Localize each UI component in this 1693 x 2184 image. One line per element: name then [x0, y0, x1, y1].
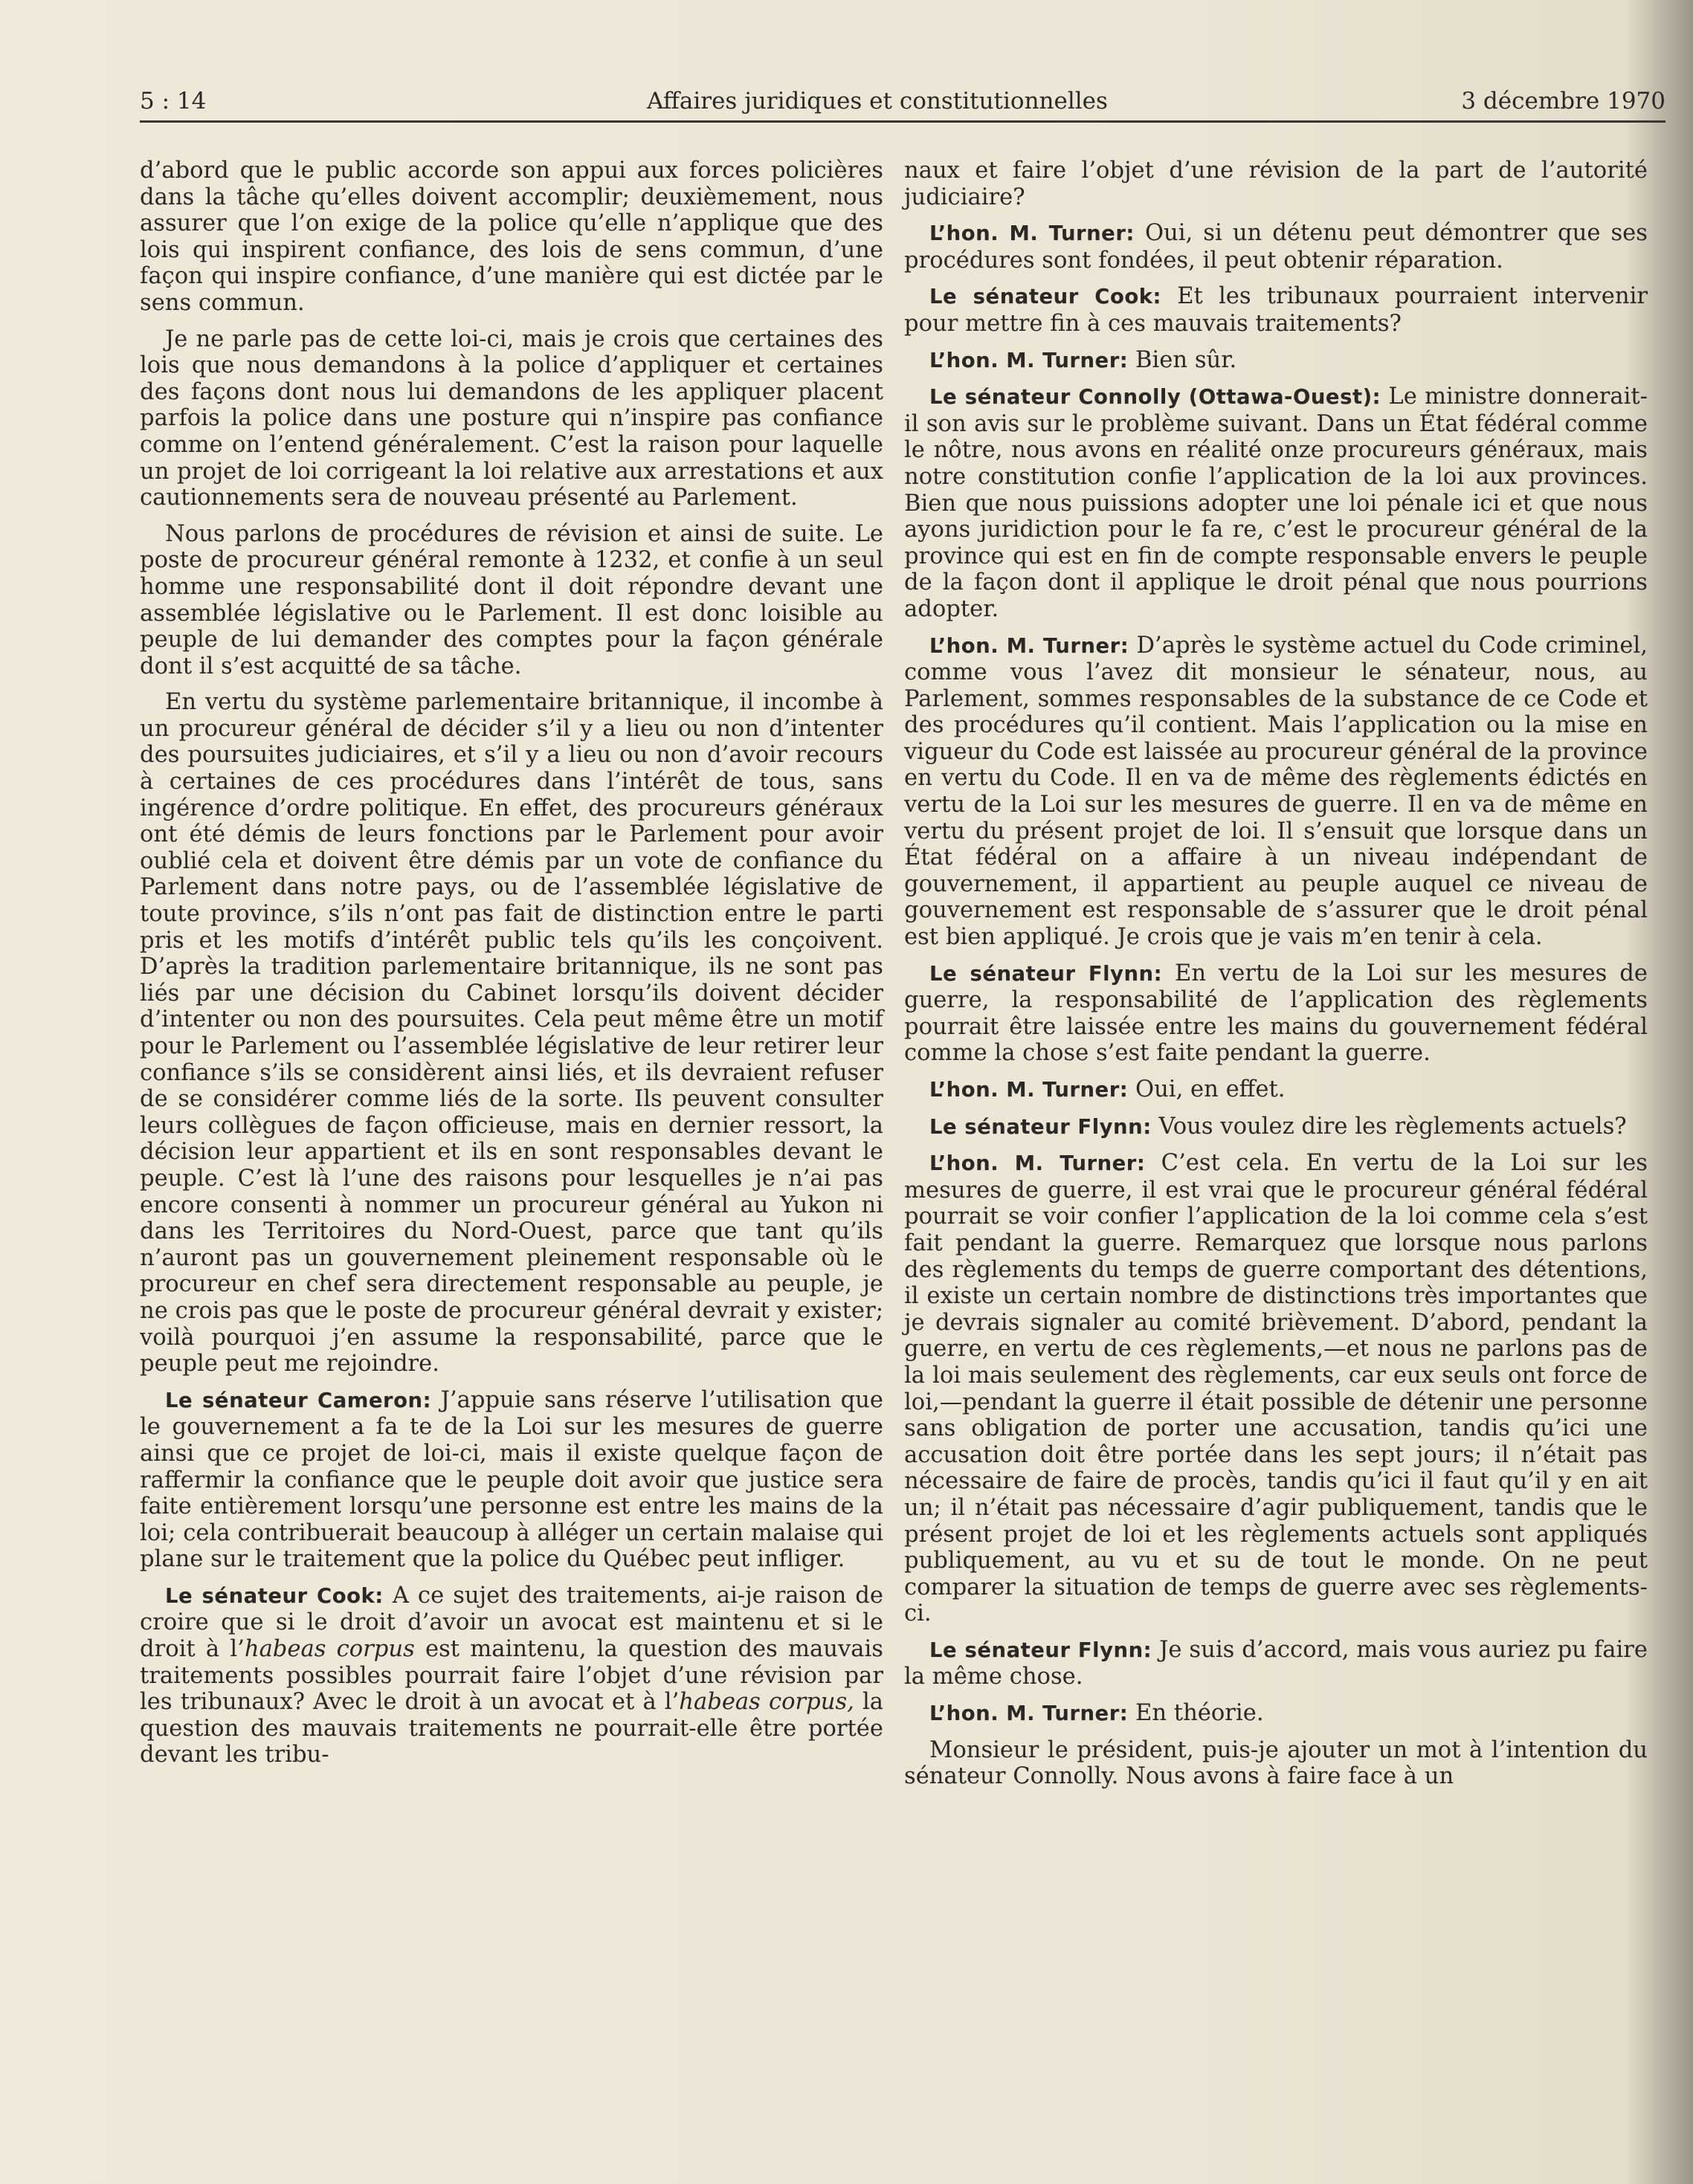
speech-text: Et les tribunaux pourraient intervenir pour mettre fin à ces mauvais traitements?: [904, 283, 1648, 337]
speaker-name: Le sénateur Flynn:: [929, 1114, 1152, 1139]
speaker-name: Le sénateur Cook:: [929, 285, 1162, 309]
speech-text: Oui, en effet.: [1135, 1076, 1286, 1102]
speech-paragraph: [904, 1637, 1648, 1690]
speaker-name: L’hon. M. Turner:: [929, 1702, 1129, 1726]
latin-term: habeas corpus: [244, 1636, 415, 1663]
speech-paragraph: [904, 1114, 1648, 1141]
speech-paragraph: [904, 960, 1648, 1067]
speaker-name: Le sénateur Connolly (Ottawa-Ouest):: [929, 385, 1381, 410]
speech-text: la question des mauvais traitements ne pourrait-elle être portée devant les tribu-: [140, 1689, 884, 1768]
speech-paragraph: [140, 1387, 883, 1573]
speaker-name: L’hon. M. Turner:: [929, 1151, 1146, 1176]
speech-paragraph: [904, 283, 1648, 337]
paragraph: Monsieur le président, puis-je ajouter un mot à l’intention du sénateur Connolly. Nous avons à faire face à un: [904, 1736, 1648, 1790]
speech-text: est maintenu, la question des mauvais traitements possibles pourrait faire l’objet d’une révision par les tribunaux? Avec le droit à un avocat et à l’: [140, 1636, 884, 1716]
latin-term: habeas corpus,: [679, 1689, 854, 1716]
speech-paragraph: [904, 633, 1648, 951]
speech-paragraph: [140, 1583, 883, 1768]
speaker-name: L’hon. M. Turner:: [929, 348, 1129, 372]
speech-paragraph: [904, 384, 1648, 622]
speaker-name: L’hon. M. Turner:: [929, 1078, 1129, 1102]
speech-text: Le ministre donnerait-il son avis sur le problème suivant. Dans un État fédéral comme le nôtre, nous avons en réalité onze procureurs généraux, mais notre constitution confie l’application de la loi aux provinces. Bien que nous puissions adopter une loi pénale ici et que nous ayons juridiction pour le fa re, c’est le procureur général de la province qui est en fin de compte responsable envers le peuple de la façon dont il applique le droit pénal que nous pourrions adopter.: [904, 384, 1648, 622]
speech-text: En théorie.: [1135, 1700, 1264, 1727]
speech-text: En vertu de la Loi sur les mesures de guerre, la responsabilité de l’application des règlements pourrait être laissée entre les mains du gouvernement fédéral comme la chose s’est faite pendant la guerre.: [904, 960, 1648, 1067]
speaker-name: L’hon. M. Turner:: [929, 633, 1129, 658]
running-title: Affaires juridiques et constitutionnelles: [647, 88, 1108, 114]
speech-text: Bien sûr.: [1135, 346, 1237, 373]
speaker-name: Le sénateur Flynn:: [929, 961, 1163, 986]
right-column: [904, 158, 1648, 1800]
speech-paragraph: [904, 1076, 1648, 1104]
paragraph: naux et faire l’objet d’une révision de la part de l’autorité judiciaire?: [904, 158, 1648, 210]
header-date: 3 décembre 1970: [1461, 88, 1665, 114]
speech-text: Vous voulez dire les règlements actuels?: [1158, 1113, 1627, 1140]
speech-text: Oui, si un détenu peut démontrer que ses procédures sont fondées, il peut obtenir réparation.: [904, 220, 1648, 274]
speaker-name: Le sénateur Cook:: [165, 1583, 384, 1608]
speech-paragraph: [904, 1150, 1648, 1627]
left-column: [140, 158, 883, 1778]
speech-text: A ce sujet des traitements, ai-je raison de croire que si le droit d’avoir un avocat est maintenu et si le droit à l’: [140, 1582, 883, 1663]
paragraph: Je ne parle pas de cette loi-ci, mais je crois que certaines des lois que nous demandons à la police d’appliquer et certaines des façons dont nous lui demandons de les appliquer placent parfois la police dans une posture qui n’inspire pas confiance comme on l’entend généralement. C’est la raison pour laquelle un projet de loi corrigeant la loi relative aux arrestations et aux cautionnements sera de nouveau présenté au Parlement.: [140, 326, 883, 511]
page-header: [140, 68, 1665, 123]
page-number: 5 : 14: [140, 88, 207, 114]
speech-paragraph: [904, 347, 1648, 375]
speech-text: C’est cela. En vertu de la Loi sur les mesures de guerre, il est vrai que le procureur général fédéral pourrait se voir confier l’application de la loi comme cela s’est fait pendant la guerre. Remarquez que lorsque nous parlons des règlements du temps de guerre comportant des détentions, il existe un certain nombre de distinctions très importantes que je devrais signaler au comité brièvement. D’abord, pendant la guerre, en vertu de ces règlements,—et nous ne parlons pas de la loi mais seulement des règlements, car eux seuls ont force de loi,—pendant la guerre il était possible de détenir une personne sans obligation de porter une accusation, tandis qu’ici une accusation doit être portée dans les sept jours; il n’était pas nécessaire de faire de procès, tandis qu’ici il faut qu’il y en ait un; il n’était pas nécessaire d’agir publiquement, tandis que le présent projet de loi et les règlements actuels sont appliqués publiquement, au vu et su de tout le monde. On ne peut comparer la situation de temps de guerre avec ses règlements-ci.: [904, 1150, 1648, 1627]
speaker-name: Le sénateur Flynn:: [929, 1638, 1152, 1662]
speech-text: Je suis d’accord, mais vous auriez pu faire la même chose.: [904, 1636, 1648, 1690]
paragraph: Nous parlons de procédures de révision et ainsi de suite. Le poste de procureur général remonte à 1232, et confie à un seul homme une responsabilité dont il doit répondre devant une assemblée législative ou le Parlement. Il est donc loisible au peuple de lui demander des comptes pour la façon générale dont il s’est acquitté de sa tâche.: [140, 520, 883, 679]
speaker-name: Le sénateur Cameron:: [165, 1388, 432, 1412]
speech-paragraph: [904, 1700, 1648, 1728]
speech-text: D’après le système actuel du Code criminel, comme vous l’avez dit monsieur le sénateur, nous, au Parlement, sommes responsables de la substance de ce Code et des procédures qu’il contient. Mais l’application ou la mise en vigueur du Code est laissée au procureur général de la province en vertu du Code. Il en va de même des règlements édictés en vertu de la Loi sur les mesures de guerre. Il en va de même en vertu du présent projet de loi. Il s’ensuit que lorsque dans un État fédéral on a affaire à un niveau indépendant de gouvernement, il appartient au peuple auquel ce niveau de gouvernement est responsable de s’assurer que le droit pénal est bien appliqué. Je crois que je vais m’en tenir à cela.: [904, 632, 1648, 951]
paragraph: d’abord que le public accorde son appui aux forces policières dans la tâche qu’elles doivent accomplir; deuxièmement, nous assurer que l’on exige de la police qu’elle n’applique que des lois qui inspirent confiance, des lois de sens commun, d’une façon qui inspire confiance, d’une manière qui est dictée par le sens commun.: [140, 158, 883, 316]
speech-paragraph: [904, 220, 1648, 274]
paragraph: En vertu du système parlementaire britannique, il incombe à un procureur général de décider s’il y a lieu ou non d’intenter des poursuites judiciaires, et s’il y a lieu ou non d’avoir recours à certaines de ces procédures dans l’intérêt de tous, sans ingérence d’ordre politique. En effet, des procureurs généraux ont été démis de leurs fonctions par le Parlement pour avoir oublié cela et doivent être démis par un vote de confiance du Parlement dans notre pays, ou de l’assemblée législative de toute province, s’ils n’ont pas fait de distinction entre le parti pris et les motifs d’intérêt public tels qu’ils les conçoivent. D’après la tradition parlementaire britannique, ils ne sont pas liés par une décision du Cabinet lorsqu’ils doivent décider d’intenter ou non des poursuites. Cela peut même être un motif pour le Parlement ou l’assemblée législative de leur retirer leur confiance s’ils se considèrent ainsi liés, et ils devraient refuser de se considérer comme liés de la sorte. Ils peuvent consulter leurs collègues de façon officieuse, mais en dernier ressort, la décision leur appartient et ils en sont responsables devant le peuple. C’est là l’une des raisons pour lesquelles je n’ai pas encore consenti à nommer un procureur général au Yukon ni dans les Territoires du Nord-Ouest, parce que tant qu’ils n’auront pas un gouvernement pleinement responsable où le procureur en chef sera directement responsable au peuple, je ne crois pas que le poste de procureur général devrait y exister; voilà pourquoi j’en assume la responsabilité, parce que le peuple peut me rejoindre.: [140, 689, 883, 1377]
speech-text: J’appuie sans réserve l’utilisation que le gouvernement a fa te de la Loi sur les mesures de guerre ainsi que ce projet de loi-ci, mais il existe quelque façon de raffermir la confiance que le peuple doit avoir que justice sera faite entièrement lorsqu’une personne est entre les mains de la loi; cela contribuerait beaucoup à alléger un certain malaise qui plane sur le traitement que la police du Québec peut infliger.: [140, 1386, 883, 1573]
speaker-name: L’hon. M. Turner:: [929, 222, 1135, 246]
